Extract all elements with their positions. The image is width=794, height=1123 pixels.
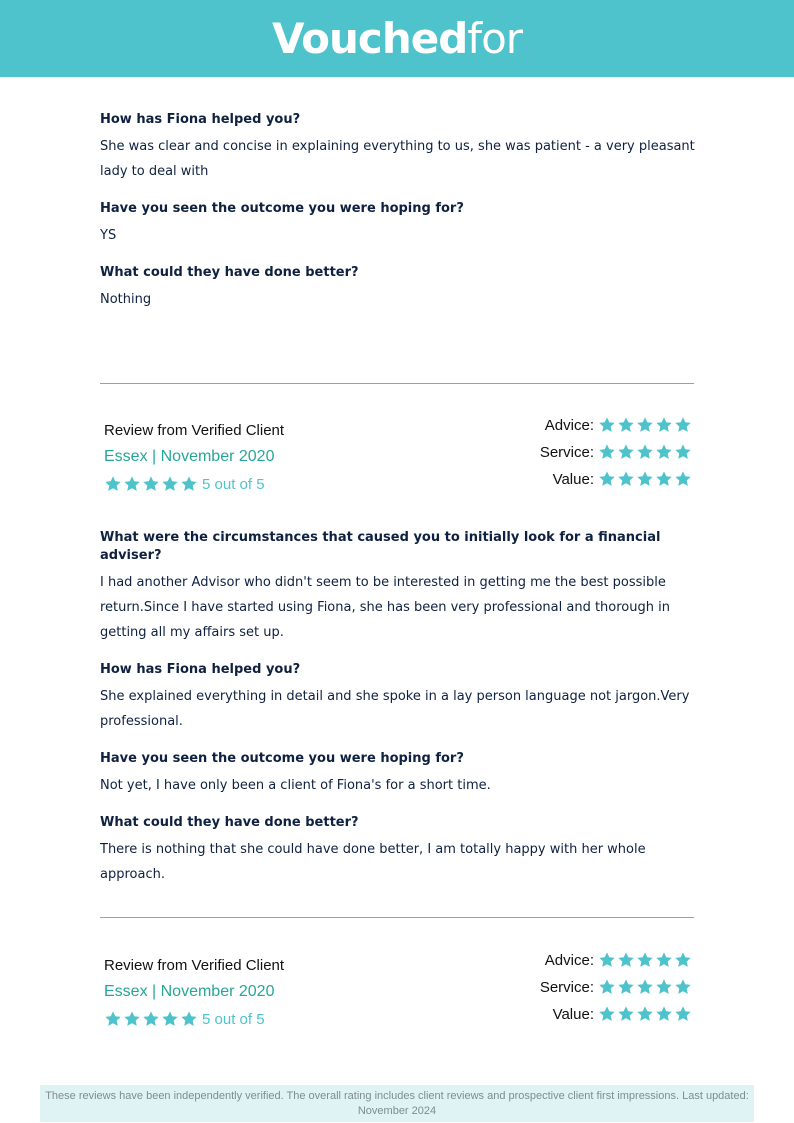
category-service bbox=[540, 977, 692, 997]
category-service bbox=[540, 442, 692, 462]
star-icon bbox=[180, 1010, 198, 1028]
question: What could they have done better? bbox=[100, 265, 359, 280]
rating-text: 5 out of 5 bbox=[202, 1010, 265, 1028]
review-qa bbox=[100, 529, 696, 887]
star-icon bbox=[617, 416, 635, 434]
star-icon bbox=[123, 475, 141, 493]
answer: YS bbox=[100, 228, 117, 243]
overall-rating bbox=[104, 475, 265, 493]
category-label: Service: bbox=[539, 443, 594, 461]
star-icon bbox=[655, 978, 673, 996]
question: Have you seen the outcome you were hoping for? bbox=[100, 201, 464, 216]
star-icon bbox=[674, 416, 692, 434]
review-location-date: Essex | November 2020 bbox=[104, 983, 275, 1000]
review-location-date: Essex | November 2020 bbox=[104, 448, 275, 465]
star-icon bbox=[142, 475, 160, 493]
star-icon bbox=[617, 443, 635, 461]
overall-stars bbox=[104, 475, 198, 493]
category-stars bbox=[598, 416, 692, 434]
star-icon bbox=[617, 951, 635, 969]
divider bbox=[100, 383, 694, 384]
category-stars bbox=[598, 978, 692, 996]
star-icon bbox=[598, 443, 616, 461]
category-value bbox=[553, 1004, 692, 1024]
star-icon bbox=[104, 1010, 122, 1028]
star-icon bbox=[617, 470, 635, 488]
star-icon bbox=[636, 1005, 654, 1023]
star-icon bbox=[655, 470, 673, 488]
star-icon bbox=[636, 978, 654, 996]
logo-text-bold: Vouched bbox=[271, 13, 468, 63]
review-title: Review from Verified Client bbox=[104, 422, 285, 439]
category-stars bbox=[598, 951, 692, 969]
category-label: Advice: bbox=[544, 951, 594, 969]
star-icon bbox=[161, 475, 179, 493]
star-icon bbox=[161, 1010, 179, 1028]
category-advice bbox=[545, 950, 692, 970]
star-icon bbox=[636, 470, 654, 488]
star-icon bbox=[674, 1005, 692, 1023]
verification-footer: These reviews have been independently verified. The overall rating includes client reviews and prospective client first impressions. Last updated: November 2024 bbox=[40, 1085, 754, 1122]
overall-rating bbox=[104, 1010, 265, 1028]
star-icon bbox=[636, 951, 654, 969]
star-icon bbox=[598, 470, 616, 488]
category-value bbox=[553, 469, 692, 489]
question: What were the circumstances that caused you to initially look for a financial adviser? bbox=[100, 530, 661, 563]
rating-text: 5 out of 5 bbox=[202, 475, 265, 493]
header-bar bbox=[0, 0, 794, 77]
star-icon bbox=[636, 443, 654, 461]
vouchedfor-logo[interactable] bbox=[271, 13, 523, 63]
question: How has Fiona helped you? bbox=[100, 112, 301, 127]
category-stars bbox=[598, 470, 692, 488]
category-stars bbox=[598, 443, 692, 461]
star-icon bbox=[655, 416, 673, 434]
answer: Not yet, I have only been a client of Fiona's for a short time. bbox=[100, 778, 491, 793]
question: How has Fiona helped you? bbox=[100, 662, 301, 677]
star-icon bbox=[655, 1005, 673, 1023]
review-top-qa bbox=[100, 111, 700, 312]
category-label: Value: bbox=[552, 1005, 594, 1023]
star-icon bbox=[636, 416, 654, 434]
answer: She explained everything in detail and she spoke in a lay person language not jargon.Very professional. bbox=[100, 689, 690, 729]
star-icon bbox=[598, 951, 616, 969]
star-icon bbox=[674, 470, 692, 488]
star-icon bbox=[598, 416, 616, 434]
star-icon bbox=[617, 1005, 635, 1023]
category-advice bbox=[545, 415, 692, 435]
answer: She was clear and concise in explaining everything to us, she was patient - a very pleasant lady to deal with bbox=[100, 139, 695, 179]
question: Have you seen the outcome you were hoping for? bbox=[100, 751, 464, 766]
star-icon bbox=[598, 978, 616, 996]
overall-stars bbox=[104, 1010, 198, 1028]
category-label: Value: bbox=[552, 470, 594, 488]
category-stars bbox=[598, 1005, 692, 1023]
star-icon bbox=[674, 978, 692, 996]
logo-text-light: for bbox=[467, 13, 523, 63]
review-title: Review from Verified Client bbox=[104, 957, 285, 974]
star-icon bbox=[180, 475, 198, 493]
category-label: Service: bbox=[539, 978, 594, 996]
star-icon bbox=[123, 1010, 141, 1028]
star-icon bbox=[655, 443, 673, 461]
answer: Nothing bbox=[100, 292, 152, 307]
star-icon bbox=[104, 475, 122, 493]
star-icon bbox=[142, 1010, 160, 1028]
star-icon bbox=[655, 951, 673, 969]
star-icon bbox=[674, 443, 692, 461]
answer: I had another Advisor who didn't seem to be interested in getting me the best possible return.Since I have started using Fiona, she has been very professional and thorough in getting all my affairs set up. bbox=[100, 575, 670, 640]
star-icon bbox=[617, 978, 635, 996]
category-label: Advice: bbox=[544, 416, 594, 434]
star-icon bbox=[674, 951, 692, 969]
question: What could they have done better? bbox=[100, 815, 359, 830]
star-icon bbox=[598, 1005, 616, 1023]
answer: There is nothing that she could have done better, I am totally happy with her whole approach. bbox=[100, 842, 646, 882]
divider bbox=[100, 917, 694, 918]
